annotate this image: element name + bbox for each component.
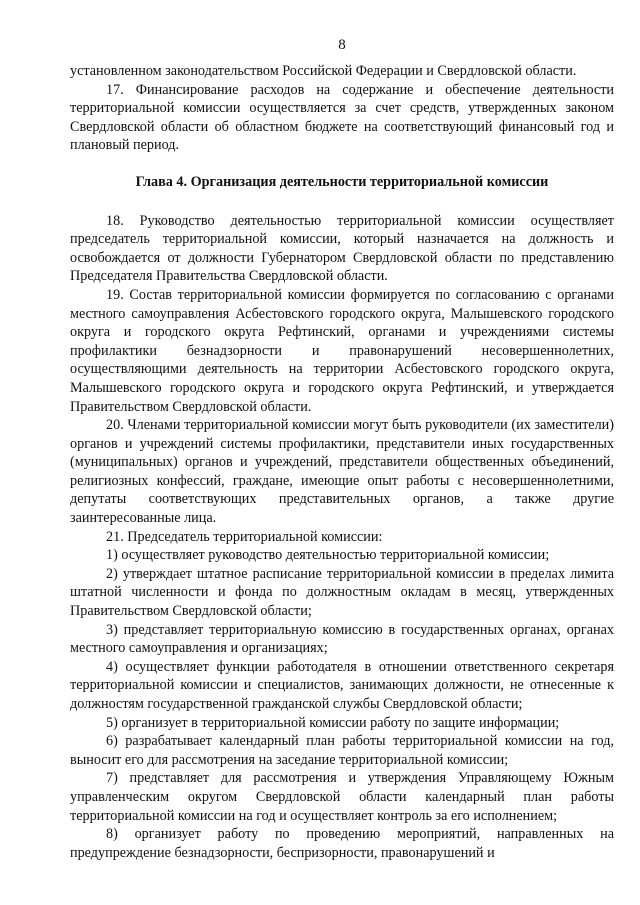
list-item-21-7: 7) представляет для рассмотрения и утверждения Управляющему Южным управленческим округом Свердловской области календарный план работы территориальной комиссии на год и осуществляет контроль за его исполнением; <box>70 770 614 824</box>
list-item-21-2: 2) утверждает штатное расписание территориальной комиссии в пределах лимита штатной численности и фонда по должностным окладам в месяц, утвержденных Правительством Свердловской области; <box>70 565 614 620</box>
document-body <box>70 62 614 862</box>
paragraph-21: 21. Председатель территориальной комиссии: <box>106 528 383 545</box>
list-item-21-4: 4) осуществляет функции работодателя в отношении ответственного секретаря территориальной комиссии и специалистов, занимающих должности, не отнесенные к должностям государственной гражданской службы Свердловской области; <box>70 658 614 712</box>
list-item-21-3: 3) представляет территориальную комиссию в государственных органах, органах местного самоуправления и организациях; <box>70 621 614 657</box>
paragraph-20: 20. Членами территориальной комиссии могут быть руководители (их заместители) органов и учреждений системы профилактики, представители иных государственных (муниципальных) органов и учреждений, представители общественных объединений, религиозных конфессий, граждане, имеющие опыт работы с несовершеннолетними, депутаты соответствующих представительных органов, а также другие заинтересованные лица. <box>70 417 614 527</box>
list-item-21-5: 5) организует в территориальной комиссии работу по защите информации; <box>106 714 560 731</box>
paragraph-19: 19. Состав территориальной комиссии формируется по согласованию с органами местного самоуправления Асбестовского городского округа, Малышевского городского округа и городского округа Рефтинский, органами и учреждениями системы профилактики безнадзорности и правонарушений несовершеннолетних, осуществляющими деятельность на территории Асбестовского городского округа, Малышевского городского округа и городского округа Рефтинский, и утверждается Правительством Свердловской области. <box>70 286 614 415</box>
list-item-21-8: 8) организует работу по проведению мероприятий, направленных на предупреждение безнадзорности, беспризорности, правонарушений и <box>70 826 614 861</box>
paragraph-continuation: установленном законодательством Российской Федерации и Свердловской области. <box>70 63 577 79</box>
page-number: 8 <box>338 37 346 53</box>
chapter-title: Глава 4. Организация деятельности территориальной комиссии <box>135 173 549 190</box>
paragraph-18: 18. Руководство деятельностью территориальной комиссии осуществляет председатель территориальной комиссии, который назначается на должность и освобождается от должности Губернатором Свердловской области по представлению Председателя Правительства Свердловской области. <box>70 212 614 285</box>
list-item-21-6: 6) разрабатывает календарный план работы территориальной комиссии на год, выносит его для рассмотрения на заседание территориальной комиссии; <box>70 733 614 768</box>
list-item-21-1: 1) осуществляет руководство деятельностью территориальной комиссии; <box>106 547 550 564</box>
paragraph-17: 17. Финансирование расходов на содержание и обеспечение деятельности территориальной комиссии осуществляется за счет средств, утвержденных законом Свердловской области об областном бюджете на соответствующий финансовый год и плановый период. <box>70 81 614 154</box>
